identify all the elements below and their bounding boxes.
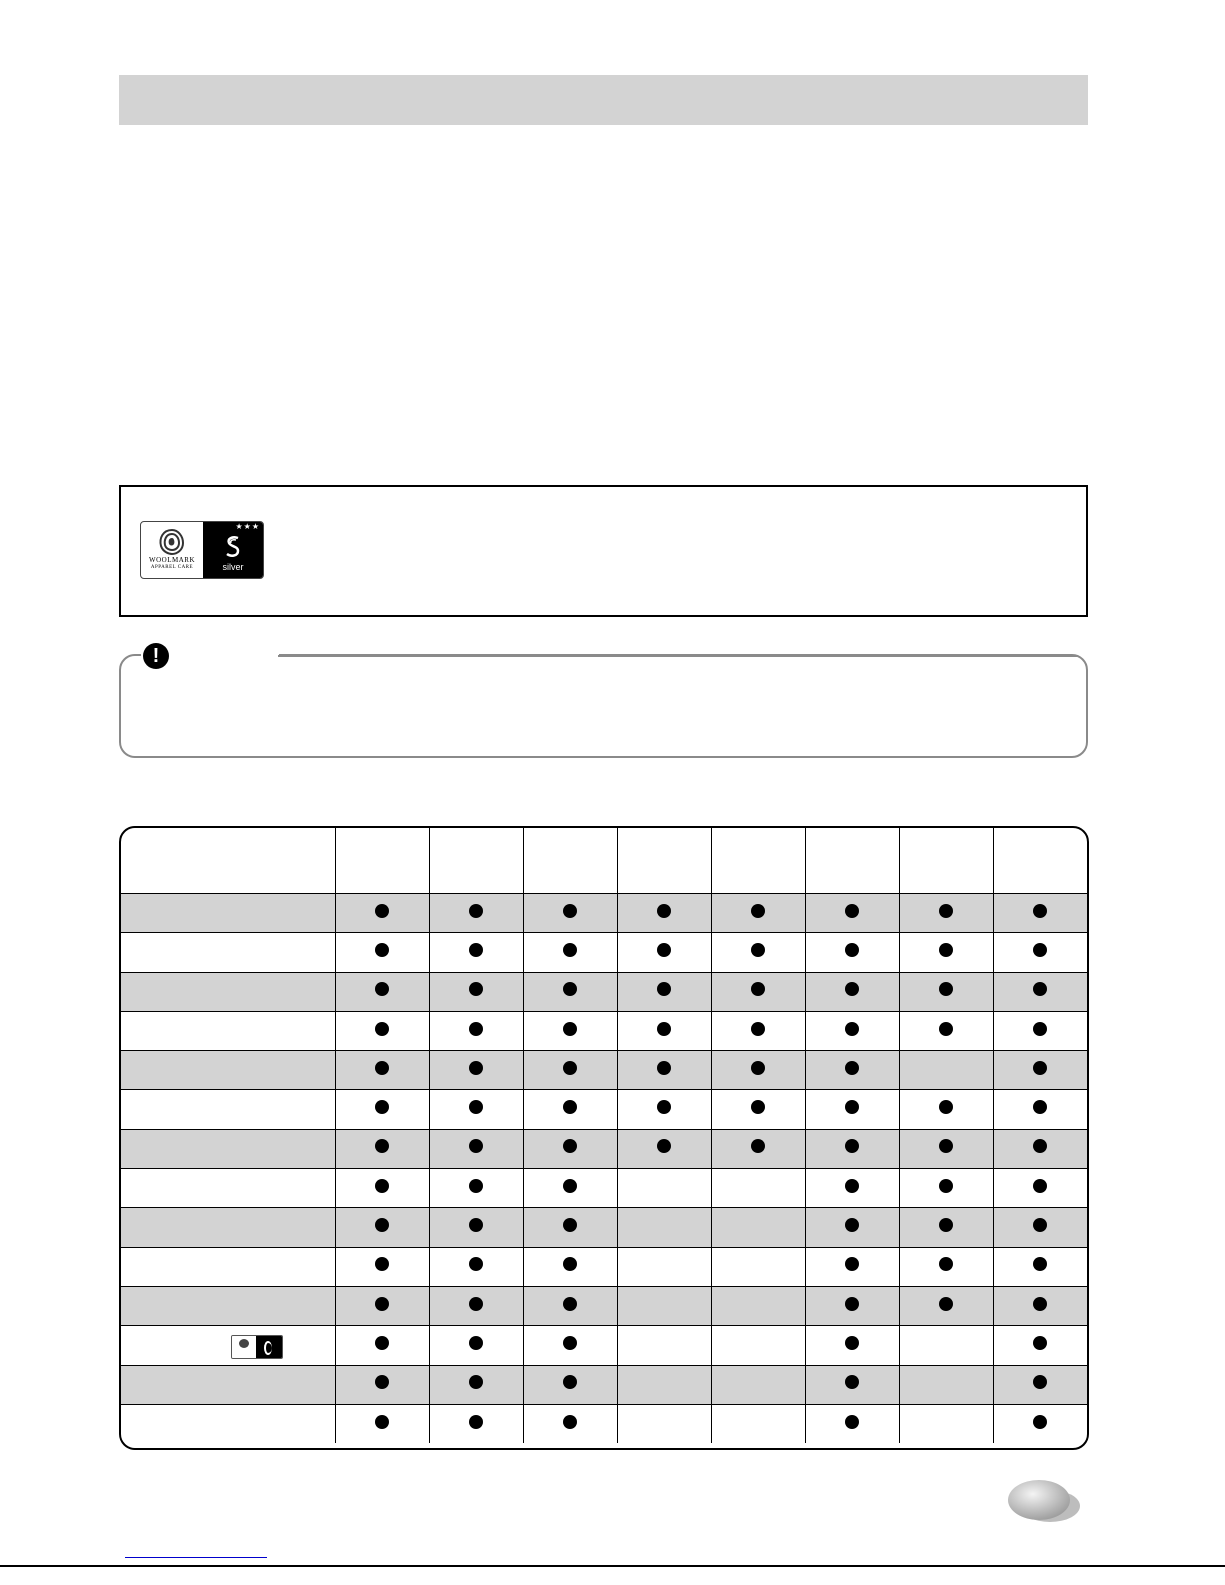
applicable-dot-icon <box>657 1022 671 1036</box>
row-label-cell <box>121 1208 335 1247</box>
table-cell <box>617 1129 711 1168</box>
silver-label: silver <box>222 562 244 572</box>
applicable-dot-icon <box>469 943 483 957</box>
table-cell <box>805 1208 899 1247</box>
applicable-dot-icon <box>375 904 389 918</box>
applicable-dot-icon <box>845 982 859 996</box>
table-cell <box>429 894 523 933</box>
row-label-cell <box>121 1365 335 1404</box>
applicable-dot-icon <box>563 1415 577 1429</box>
applicable-dot-icon <box>845 943 859 957</box>
applicable-dot-icon <box>939 1139 953 1153</box>
table-cell <box>429 1011 523 1050</box>
footer-link-underline <box>125 1557 267 1558</box>
table-cell <box>335 1208 429 1247</box>
applicable-dot-icon <box>469 1218 483 1232</box>
table-cell <box>335 1286 429 1325</box>
table-cell <box>899 933 993 972</box>
applicable-dot-icon <box>563 1218 577 1232</box>
woolmark-info-box <box>119 485 1088 617</box>
table-row <box>121 1326 1087 1365</box>
table-cell <box>523 894 617 933</box>
applicable-dot-icon <box>563 1179 577 1193</box>
table-cell <box>617 1208 711 1247</box>
table-cell <box>523 1090 617 1129</box>
table-cell <box>711 933 805 972</box>
applicable-dot-icon <box>751 1100 765 1114</box>
table-cell <box>899 1326 993 1365</box>
table-cell <box>993 1286 1087 1325</box>
applicable-dot-icon <box>1033 943 1047 957</box>
header-cell <box>617 828 711 894</box>
applicable-dot-icon <box>375 1179 389 1193</box>
page-number-badge <box>1006 1478 1080 1524</box>
table-cell <box>429 1129 523 1168</box>
table-cell <box>993 1365 1087 1404</box>
table-cell <box>523 1247 617 1286</box>
table-cell <box>993 1247 1087 1286</box>
row-label-cell <box>121 1129 335 1168</box>
applicable-dot-icon <box>939 943 953 957</box>
table-cell <box>335 1129 429 1168</box>
applicable-dot-icon <box>563 943 577 957</box>
applicable-dot-icon <box>375 1297 389 1311</box>
applicable-dot-icon <box>657 904 671 918</box>
table-cell <box>993 1090 1087 1129</box>
applicable-dot-icon <box>1033 1218 1047 1232</box>
table-cell <box>899 894 993 933</box>
applicable-dot-icon <box>563 904 577 918</box>
program-option-table <box>119 826 1089 1450</box>
table-cell <box>523 1011 617 1050</box>
table-cell <box>429 1286 523 1325</box>
applicable-dot-icon <box>563 1336 577 1350</box>
table-cell <box>335 1090 429 1129</box>
table-row <box>121 1286 1087 1325</box>
table-cell <box>335 1404 429 1443</box>
footer-rule <box>0 1565 1225 1567</box>
table-cell <box>899 1051 993 1090</box>
table-cell <box>711 1208 805 1247</box>
silver-s-icon <box>222 534 244 560</box>
applicable-dot-icon <box>1033 1297 1047 1311</box>
table-cell <box>711 1011 805 1050</box>
table-cell <box>429 1208 523 1247</box>
applicable-dot-icon <box>657 982 671 996</box>
row-label-cell <box>121 972 335 1011</box>
table-cell <box>993 933 1087 972</box>
table-cell <box>805 1404 899 1443</box>
applicable-dot-icon <box>1033 1139 1047 1153</box>
table-cell <box>993 1404 1087 1443</box>
row-label-cell <box>121 1247 335 1286</box>
applicable-dot-icon <box>1033 1415 1047 1429</box>
woolmark-logo: WOOLMARK APPAREL CARE ★★★ silver <box>140 521 264 579</box>
table-cell <box>617 933 711 972</box>
table-cell <box>523 1404 617 1443</box>
table-cell <box>711 1247 805 1286</box>
applicable-dot-icon <box>469 904 483 918</box>
table-cell <box>429 1404 523 1443</box>
applicable-dot-icon <box>1033 1336 1047 1350</box>
applicable-dot-icon <box>845 1257 859 1271</box>
table-cell <box>805 1365 899 1404</box>
table-row <box>121 1011 1087 1050</box>
table-cell <box>711 1169 805 1208</box>
applicable-dot-icon <box>469 1179 483 1193</box>
table-cell <box>617 1404 711 1443</box>
table-cell <box>617 1090 711 1129</box>
table-cell <box>993 1326 1087 1365</box>
row-label-cell <box>121 933 335 972</box>
applicable-dot-icon <box>939 1100 953 1114</box>
applicable-dot-icon <box>375 1061 389 1075</box>
applicable-dot-icon <box>751 1139 765 1153</box>
table-cell <box>617 1326 711 1365</box>
table-cell <box>429 1326 523 1365</box>
woolmark-icon <box>157 528 187 556</box>
table-cell <box>711 1129 805 1168</box>
table-row <box>121 1129 1087 1168</box>
table-cell <box>523 1208 617 1247</box>
header-cell <box>121 828 335 894</box>
table-cell <box>711 972 805 1011</box>
applicable-dot-icon <box>845 1061 859 1075</box>
applicable-dot-icon <box>469 982 483 996</box>
applicable-dot-icon <box>469 1061 483 1075</box>
table-cell <box>805 1011 899 1050</box>
applicable-dot-icon <box>563 1139 577 1153</box>
table-row <box>121 894 1087 933</box>
table-row <box>121 933 1087 972</box>
applicable-dot-icon <box>657 1100 671 1114</box>
applicable-dot-icon <box>563 1022 577 1036</box>
applicable-dot-icon <box>469 1375 483 1389</box>
table-row <box>121 1365 1087 1404</box>
table-cell <box>617 1169 711 1208</box>
row-label-cell <box>121 1404 335 1443</box>
table-cell <box>711 1286 805 1325</box>
row-label-cell <box>121 1051 335 1090</box>
applicable-dot-icon <box>1033 1179 1047 1193</box>
applicable-dot-icon <box>375 1257 389 1271</box>
applicable-dot-icon <box>845 904 859 918</box>
applicable-dot-icon <box>845 1179 859 1193</box>
applicable-dot-icon <box>563 1257 577 1271</box>
table-cell <box>523 972 617 1011</box>
table-cell <box>805 1326 899 1365</box>
header-cell <box>523 828 617 894</box>
row-label-cell <box>121 1011 335 1050</box>
applicable-dot-icon <box>563 1375 577 1389</box>
header-cell <box>335 828 429 894</box>
table-cell <box>335 1051 429 1090</box>
applicable-dot-icon <box>469 1297 483 1311</box>
table-cell <box>523 1365 617 1404</box>
table-cell <box>523 1326 617 1365</box>
table-cell <box>335 1365 429 1404</box>
table-cell <box>805 1051 899 1090</box>
table-cell <box>335 972 429 1011</box>
applicable-dot-icon <box>751 1022 765 1036</box>
table-cell <box>429 1169 523 1208</box>
row-label-cell <box>121 1326 335 1365</box>
table-cell <box>805 894 899 933</box>
table-cell <box>899 972 993 1011</box>
section-header-bar <box>119 75 1088 125</box>
table-cell <box>711 1404 805 1443</box>
applicable-dot-icon <box>751 982 765 996</box>
table-cell <box>805 972 899 1011</box>
table-cell <box>805 1090 899 1129</box>
table-cell <box>335 894 429 933</box>
header-cell <box>899 828 993 894</box>
table-cell <box>523 1051 617 1090</box>
applicable-dot-icon <box>375 982 389 996</box>
applicable-dot-icon <box>1033 1375 1047 1389</box>
table-cell <box>429 933 523 972</box>
caution-exclamation-icon: ! <box>143 643 169 669</box>
applicable-dot-icon <box>845 1415 859 1429</box>
row-label-cell <box>121 1090 335 1129</box>
applicable-dot-icon <box>375 1022 389 1036</box>
applicable-dot-icon <box>751 943 765 957</box>
table-row <box>121 972 1087 1011</box>
table-row <box>121 1247 1087 1286</box>
applicable-dot-icon <box>751 1061 765 1075</box>
table-cell <box>429 1051 523 1090</box>
applicable-dot-icon <box>939 1022 953 1036</box>
applicable-dot-icon <box>939 1297 953 1311</box>
applicable-dot-icon <box>845 1100 859 1114</box>
table-cell <box>805 933 899 972</box>
applicable-dot-icon <box>1033 1100 1047 1114</box>
table-cell <box>899 1011 993 1050</box>
header-cell <box>993 828 1087 894</box>
applicable-dot-icon <box>375 1415 389 1429</box>
caution-header-rule <box>278 655 1078 657</box>
table-cell <box>523 1286 617 1325</box>
applicable-dot-icon <box>939 1218 953 1232</box>
table-cell <box>523 1169 617 1208</box>
row-label-cell <box>121 1286 335 1325</box>
table-cell <box>617 1286 711 1325</box>
applicable-dot-icon <box>751 904 765 918</box>
applicable-dot-icon <box>563 982 577 996</box>
table-cell <box>335 1011 429 1050</box>
applicable-dot-icon <box>1033 1061 1047 1075</box>
table-row <box>121 1169 1087 1208</box>
table-cell <box>805 1286 899 1325</box>
table-cell <box>711 894 805 933</box>
applicable-dot-icon <box>469 1415 483 1429</box>
applicable-dot-icon <box>375 1100 389 1114</box>
table-cell <box>617 1365 711 1404</box>
caution-box <box>119 654 1088 758</box>
applicable-dot-icon <box>939 1179 953 1193</box>
row-label-cell <box>121 894 335 933</box>
table-cell <box>617 894 711 933</box>
table-cell <box>899 1247 993 1286</box>
table-row <box>121 1090 1087 1129</box>
applicable-dot-icon <box>469 1100 483 1114</box>
table-cell <box>523 1129 617 1168</box>
table-cell <box>617 1247 711 1286</box>
table-cell <box>805 1129 899 1168</box>
row-label-cell <box>121 1169 335 1208</box>
header-cell <box>711 828 805 894</box>
table-cell <box>711 1051 805 1090</box>
applicable-dot-icon <box>657 1061 671 1075</box>
table-cell <box>335 1247 429 1286</box>
table-cell <box>993 1011 1087 1050</box>
table-cell <box>899 1090 993 1129</box>
table-cell <box>335 933 429 972</box>
applicable-dot-icon <box>939 1257 953 1271</box>
applicable-dot-icon <box>939 904 953 918</box>
header-cell <box>805 828 899 894</box>
applicable-dot-icon <box>657 1139 671 1153</box>
table-cell <box>335 1326 429 1365</box>
applicable-dot-icon <box>375 1375 389 1389</box>
applicable-dot-icon <box>845 1022 859 1036</box>
applicable-dot-icon <box>845 1336 859 1350</box>
table-cell <box>993 1208 1087 1247</box>
applicable-dot-icon <box>375 1218 389 1232</box>
table-cell <box>711 1090 805 1129</box>
table-cell <box>899 1404 993 1443</box>
applicable-dot-icon <box>469 1257 483 1271</box>
table-cell <box>429 1365 523 1404</box>
header-cell <box>429 828 523 894</box>
table-row <box>121 1404 1087 1443</box>
applicable-dot-icon <box>563 1061 577 1075</box>
table-cell <box>993 1129 1087 1168</box>
applicable-dot-icon <box>1033 904 1047 918</box>
applicable-dot-icon <box>375 943 389 957</box>
applicable-dot-icon <box>375 1336 389 1350</box>
table-cell <box>711 1365 805 1404</box>
applicable-dot-icon <box>845 1375 859 1389</box>
applicable-dot-icon <box>845 1139 859 1153</box>
table-cell <box>429 972 523 1011</box>
woolmark-mini-icon <box>231 1335 283 1359</box>
applicable-dot-icon <box>657 943 671 957</box>
applicable-dot-icon <box>939 982 953 996</box>
table-cell <box>899 1365 993 1404</box>
table-cell <box>617 1051 711 1090</box>
applicable-dot-icon <box>375 1139 389 1153</box>
table-cell <box>899 1208 993 1247</box>
table-cell <box>993 972 1087 1011</box>
applicable-dot-icon <box>469 1022 483 1036</box>
applicable-dot-icon <box>845 1218 859 1232</box>
applicable-dot-icon <box>845 1297 859 1311</box>
table-cell <box>899 1169 993 1208</box>
applicable-dot-icon <box>1033 982 1047 996</box>
applicable-dot-icon <box>563 1297 577 1311</box>
table-cell <box>523 933 617 972</box>
table-cell <box>429 1247 523 1286</box>
applicable-dot-icon <box>469 1336 483 1350</box>
table-cell <box>993 1051 1087 1090</box>
rating-stars: ★★★ <box>235 522 260 531</box>
table-row <box>121 1208 1087 1247</box>
table-cell <box>617 972 711 1011</box>
applicable-dot-icon <box>1033 1257 1047 1271</box>
applicable-dot-icon <box>563 1100 577 1114</box>
table-cell <box>805 1169 899 1208</box>
table-cell <box>429 1090 523 1129</box>
table-header-row <box>121 828 1087 894</box>
table-cell <box>335 1169 429 1208</box>
table-cell <box>711 1326 805 1365</box>
table-row <box>121 1051 1087 1090</box>
applicable-dot-icon <box>469 1139 483 1153</box>
table-cell <box>899 1286 993 1325</box>
applicable-dot-icon <box>1033 1022 1047 1036</box>
table-cell <box>993 1169 1087 1208</box>
table-cell <box>993 894 1087 933</box>
table-cell <box>617 1011 711 1050</box>
table-cell <box>805 1247 899 1286</box>
table-cell <box>899 1129 993 1168</box>
